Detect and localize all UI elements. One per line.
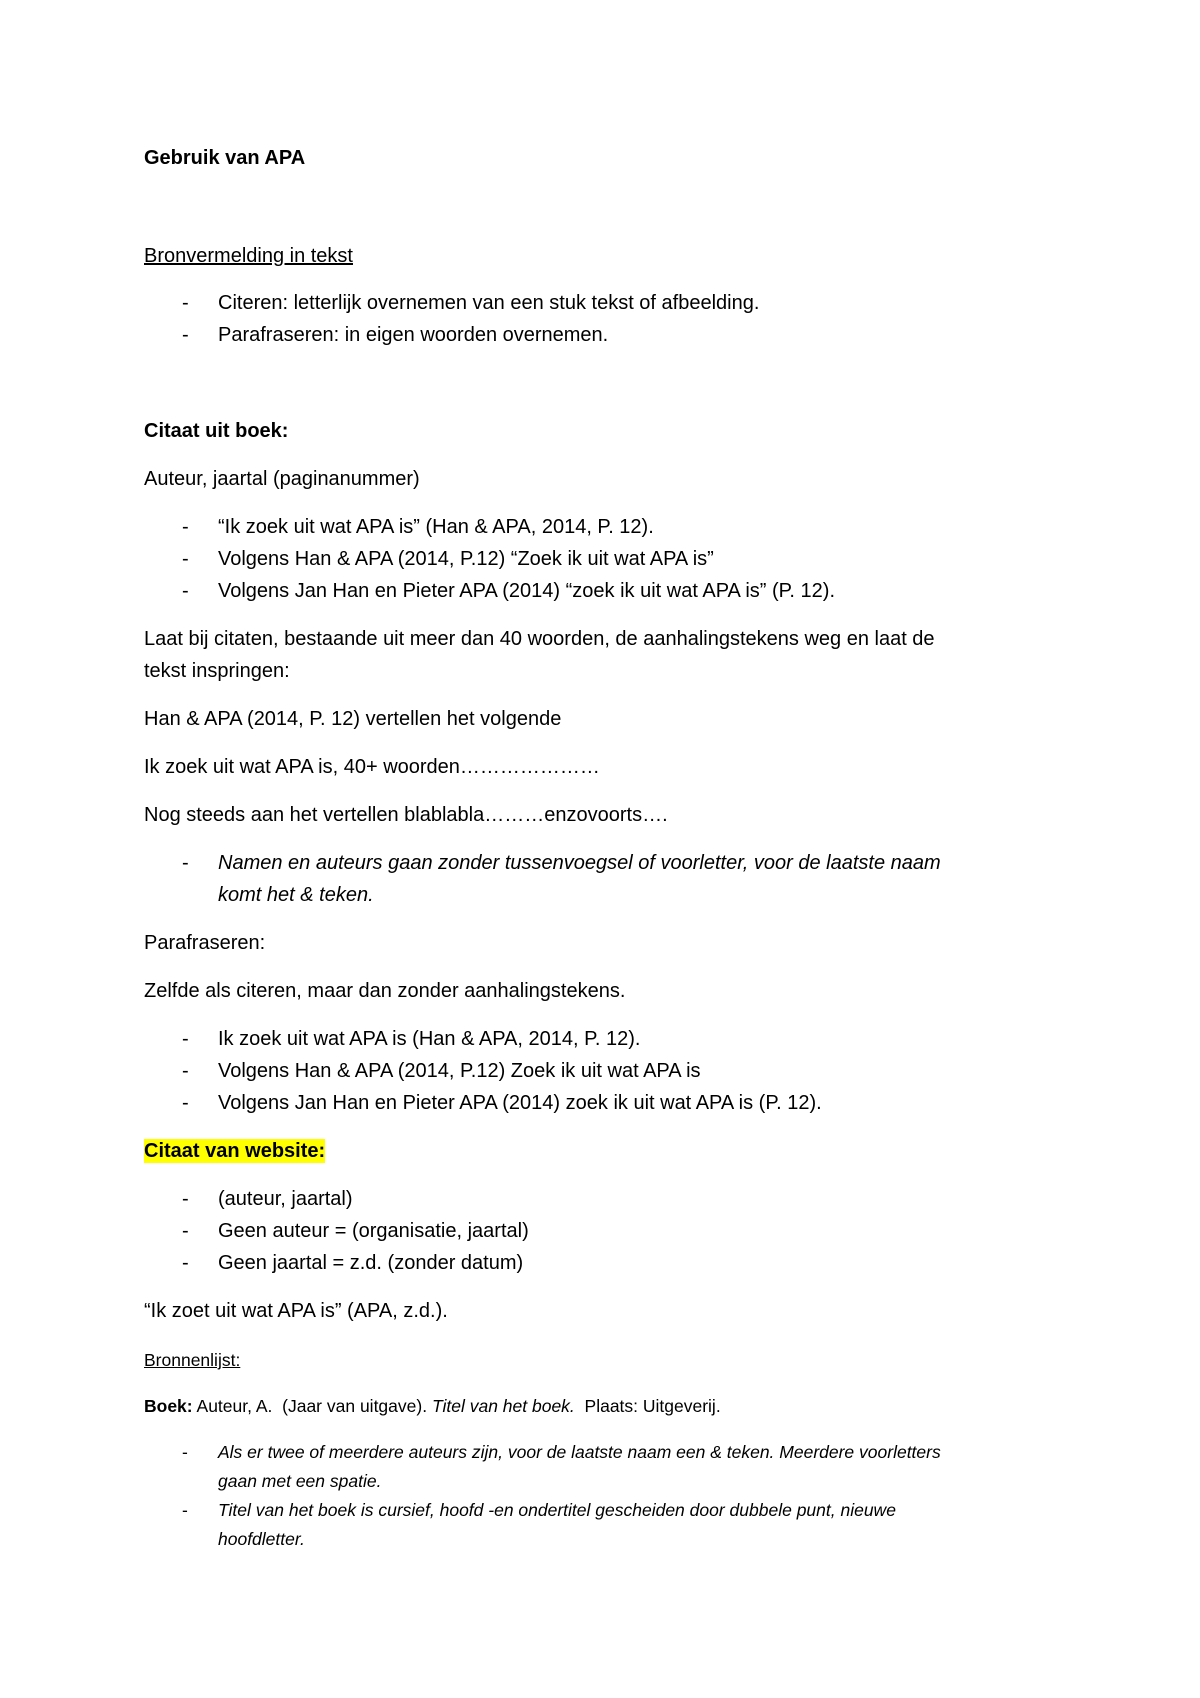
bullet-dash: -: [182, 1092, 189, 1114]
section-heading-citaat-boek: Citaat uit boek:: [144, 420, 289, 442]
bullet-dash: -: [182, 1060, 189, 1082]
bullet-dash: -: [182, 852, 189, 874]
note-text: Titel van het boek is cursief, hoofd -en ondertitel gescheiden door dubbele punt, nieuwe: [218, 1500, 896, 1520]
bullet-dash: -: [182, 1442, 188, 1462]
reference-rest: Plaats: Uitgeverij.: [574, 1396, 721, 1416]
note-text: Als er twee of meerdere auteurs zijn, voor de laatste naam een & teken. Meerdere voorletters: [218, 1442, 941, 1462]
list-item: Volgens Han & APA (2014, P.12) Zoek ik uit wat APA is: [218, 1060, 701, 1082]
section-heading-bronnenlijst: Bronnenlijst:: [144, 1350, 241, 1370]
document-title: Gebruik van APA: [144, 147, 306, 169]
note-text: gaan met een spatie.: [218, 1471, 382, 1491]
reference-title: Titel van het boek.: [431, 1396, 575, 1416]
section-heading-citaat-website: Citaat van website:: [144, 1140, 326, 1162]
section-heading-bronvermelding: Bronvermelding in tekst: [144, 245, 353, 267]
bullet-dash: -: [182, 1028, 189, 1050]
paragraph-text: Nog steeds aan het vertellen blablabla………enzovoorts….: [144, 804, 668, 826]
list-item: (auteur, jaartal): [218, 1188, 353, 1210]
note-text: Namen en auteurs gaan zonder tussenvoegsel of voorletter, voor de laatste naam: [218, 852, 941, 874]
paragraph-text: Ik zoek uit wat APA is, 40+ woorden…………………: [144, 756, 600, 778]
bullet-dash: -: [182, 548, 189, 570]
note-text: komt het & teken.: [218, 884, 374, 906]
list-item: Parafraseren: in eigen woorden overnemen.: [218, 324, 609, 346]
bullet-dash: -: [182, 516, 189, 538]
bullet-dash: -: [182, 580, 189, 602]
paragraph-text: Zelfde als citeren, maar dan zonder aanhalingstekens.: [144, 980, 626, 1002]
bullet-dash: -: [182, 292, 189, 314]
reference-author: Auteur, A. (Jaar van uitgave).: [192, 1396, 432, 1416]
list-item: Volgens Jan Han en Pieter APA (2014) “zoek ik uit wat APA is” (P. 12).: [218, 580, 836, 602]
paragraph-text: Han & APA (2014, P. 12) vertellen het volgende: [144, 708, 562, 730]
note-text: hoofdletter.: [218, 1529, 305, 1549]
bullet-dash: -: [182, 1252, 189, 1274]
paragraph-text: tekst inspringen:: [144, 660, 290, 682]
bullet-dash: -: [182, 1220, 189, 1242]
bullet-dash: -: [182, 1188, 189, 1210]
bullet-dash: -: [182, 324, 189, 346]
section-heading-parafraseren: Parafraseren:: [144, 932, 266, 954]
list-item: Geen auteur = (organisatie, jaartal): [218, 1220, 529, 1242]
reference-format-book: [144, 1395, 721, 1417]
paragraph-text: “Ik zoet uit wat APA is” (APA, z.d.).: [144, 1300, 448, 1322]
list-item: “Ik zoek uit wat APA is” (Han & APA, 2014, P. 12).: [218, 516, 654, 538]
bullet-dash: -: [182, 1500, 188, 1520]
reference-label: Boek:: [144, 1396, 193, 1416]
list-item: Volgens Han & APA (2014, P.12) “Zoek ik uit wat APA is”: [218, 548, 714, 570]
list-item: Geen jaartal = z.d. (zonder datum): [218, 1252, 524, 1274]
list-item: Ik zoek uit wat APA is (Han & APA, 2014, P. 12).: [218, 1028, 641, 1050]
list-item: Citeren: letterlijk overnemen van een stuk tekst of afbeelding.: [218, 292, 760, 314]
paragraph-text: Laat bij citaten, bestaande uit meer dan 40 woorden, de aanhalingstekens weg en laat de: [144, 628, 935, 650]
list-item: Volgens Jan Han en Pieter APA (2014) zoek ik uit wat APA is (P. 12).: [218, 1092, 822, 1114]
citation-pattern: Auteur, jaartal (paginanummer): [144, 468, 420, 490]
